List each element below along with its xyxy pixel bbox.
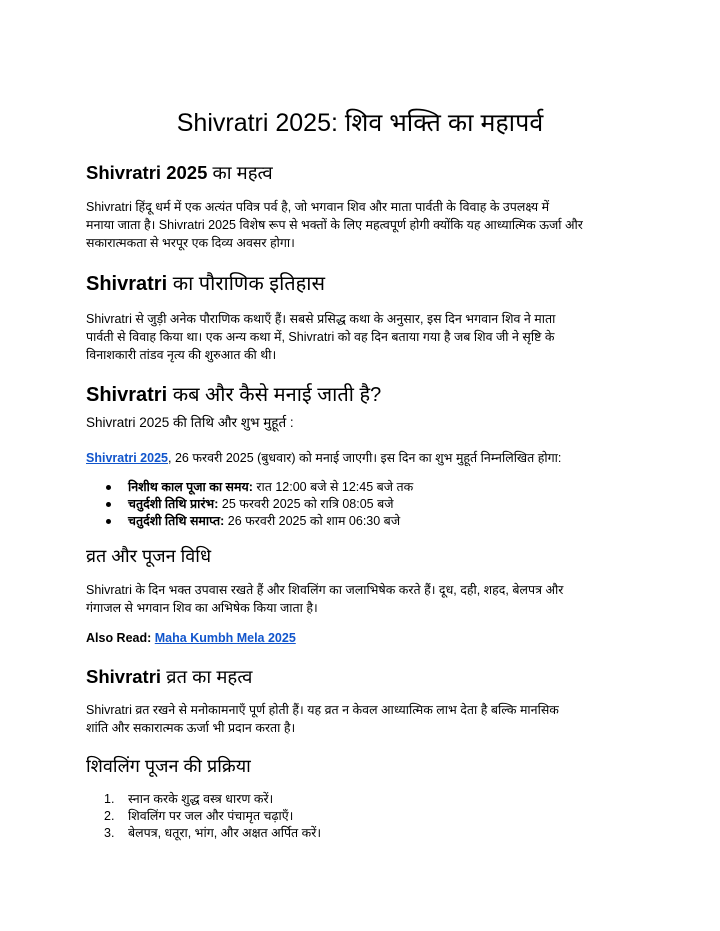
item-value: 26 फरवरी 2025 को शाम 06:30 बजे xyxy=(224,514,401,528)
list-item xyxy=(86,825,321,842)
item-value: रात 12:00 बजे से 12:45 बजे तक xyxy=(252,480,414,494)
item-label: चतुर्दशी तिथि प्रारंभ: xyxy=(128,497,219,511)
heading-en: Shivratri 2025 xyxy=(86,162,208,183)
section-heading-vrat-significance xyxy=(86,664,252,690)
date-subheading: Shivratri 2025 की तिथि और शुभ मुहूर्त : xyxy=(86,415,294,430)
paragraph-line: विनाशकारी तांडव नृत्य की शुरुआत की थी। xyxy=(86,348,277,362)
also-read xyxy=(86,629,646,647)
paragraph-vrat-significance xyxy=(86,701,646,737)
paragraph-line: Shivratri के दिन भक्त उपवास रखते हैं और शिवलिंग का जलाभिषेक करते हैं। दूध, दही, शहद, बेलपत्र और xyxy=(86,583,564,597)
paragraph-line: गंगाजल से भगवान शिव का अभिषेक किया जाता है। xyxy=(86,601,318,615)
list-item xyxy=(86,496,413,513)
also-read-label: Also Read: xyxy=(86,631,155,645)
list-item xyxy=(86,479,413,496)
section-heading-when-how xyxy=(86,381,381,409)
heading-hi: का महत्व xyxy=(207,162,273,183)
step-text: बेलपत्र, धतूरा, भांग, और अक्षत अर्पित करें। xyxy=(128,826,322,840)
bullet-icon xyxy=(106,485,111,490)
paragraph-line: Shivratri से जुड़ी अनेक पौराणिक कथाएँ हैं। सबसे प्रसिद्ध कथा के अनुसार, इस दिन भगवान शिव ने माता xyxy=(86,312,556,326)
list-item xyxy=(86,791,321,808)
page-title: Shivratri 2025: शिव भक्ति का महापर्व xyxy=(176,109,544,137)
heading-hi: व्रत का महत्व xyxy=(161,666,253,687)
paragraph-history xyxy=(86,310,646,364)
step-number: 1. xyxy=(104,792,115,806)
section-heading-shivling-puja: शिवलिंग पूजन की प्रक्रिया xyxy=(86,756,251,776)
paragraph-fasting-worship xyxy=(86,581,646,617)
heading-hi: का पौराणिक इतिहास xyxy=(167,273,325,295)
paragraph-line: सकारात्मकता से भरपूर एक दिव्य अवसर होगा। xyxy=(86,236,295,250)
maha-kumbh-link[interactable]: Maha Kumbh Mela 2025 xyxy=(154,631,296,645)
list-item xyxy=(86,808,321,825)
heading-en: Shivratri xyxy=(86,666,162,687)
paragraph-line: Shivratri व्रत रखने से मनोकामनाएँ पूर्ण होती हैं। यह व्रत न केवल आध्यात्मिक लाभ देता है बल्कि मानसिक xyxy=(86,703,559,717)
item-value: 25 फरवरी 2025 को रात्रि 08:05 बजे xyxy=(218,497,394,511)
heading-en: Shivratri xyxy=(86,273,168,295)
section-heading-significance xyxy=(86,160,273,186)
step-number: 3. xyxy=(104,826,115,840)
list-item xyxy=(86,513,413,530)
bullet-icon xyxy=(106,502,111,507)
bullet-icon xyxy=(106,519,111,524)
heading-en: Shivratri xyxy=(86,384,168,406)
step-text: शिवलिंग पर जल और पंचामृत चढ़ाएँ। xyxy=(128,809,294,823)
section-heading-fasting-worship: व्रत और पूजन विधि xyxy=(86,546,212,566)
item-label: निशीथ काल पूजा का समय: xyxy=(128,480,253,494)
item-label: चतुर्दशी तिथि समाप्त: xyxy=(128,514,225,528)
paragraph-date xyxy=(86,449,646,467)
step-number: 2. xyxy=(104,809,115,823)
section-heading-history xyxy=(86,270,325,298)
paragraph-line: मनाया जाता है। Shivratri 2025 विशेष रूप से भक्तों के लिए महत्वपूर्ण होगी क्योंकि यह आध्यात्मिक ऊर्जा और xyxy=(86,218,583,232)
paragraph-line: पार्वती से विवाह किया था। एक अन्य कथा में, Shivratri को वह दिन बताया गया है जब शिव जी ने सृष्टि के xyxy=(86,330,555,344)
shivratri-2025-link[interactable]: Shivratri 2025 xyxy=(86,451,168,465)
step-text: स्नान करके शुद्ध वस्त्र धारण करें। xyxy=(128,792,274,806)
date-text: , 26 फरवरी 2025 (बुधवार) को मनाई जाएगी। इस दिन का शुभ मुहूर्त निम्नलिखित होगा: xyxy=(168,451,562,465)
paragraph-significance xyxy=(86,198,646,252)
paragraph-line: शांति और सकारात्मक ऊर्जा भी प्रदान करता है। xyxy=(86,721,296,735)
paragraph-line: Shivratri हिंदू धर्म में एक अत्यंत पवित्र पर्व है, जो भगवान शिव और माता पार्वती के विवाह के उपलक्ष्य में xyxy=(86,200,550,214)
muhurat-list xyxy=(86,479,413,530)
puja-steps-list xyxy=(86,791,321,842)
heading-hi: कब और कैसे मनाई जाती है? xyxy=(167,384,382,406)
